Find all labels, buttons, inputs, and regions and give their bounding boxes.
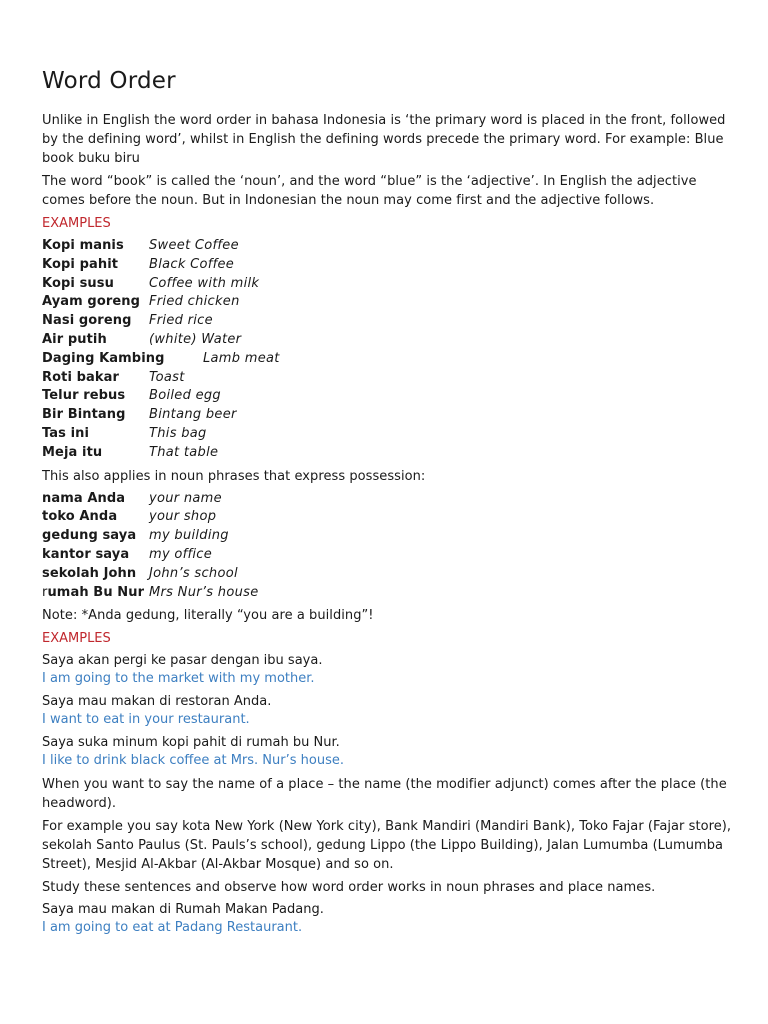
vocab-term: nama Anda — [42, 490, 126, 506]
vocab-row — [42, 508, 732, 527]
document-page — [42, 64, 732, 942]
vocab-row — [42, 584, 732, 603]
vocab-gloss: my office — [149, 546, 213, 562]
vocab-gloss: Fried rice — [149, 313, 213, 329]
vocab-term: sekolah John — [42, 565, 137, 581]
vocab-term: Kopi susu — [42, 275, 114, 291]
vocab-term: Meja itu — [42, 444, 103, 460]
english-translation: I like to drink black coffee at Mrs. Nur’s house. — [42, 753, 344, 769]
vocab-term: Roti bakar — [42, 369, 120, 385]
vocab-term-rest: umah Bu Nur — [47, 584, 145, 600]
vocab-gloss: Mrs Nur’s house — [149, 584, 259, 600]
vocab-row — [42, 369, 732, 388]
vocab-row — [42, 527, 732, 546]
vocab-list-adjectives — [42, 237, 732, 463]
vocab-row — [42, 387, 732, 406]
study-paragraph: Study these sentences and observe how word order works in noun phrases and place names. — [42, 880, 656, 896]
vocab-gloss: Boiled egg — [149, 388, 221, 404]
vocab-gloss: Coffee with milk — [149, 275, 260, 291]
english-translation: I want to eat in your restaurant. — [42, 712, 250, 728]
vocab-gloss: Bintang beer — [149, 407, 237, 423]
vocab-row — [42, 312, 732, 331]
vocab-term — [42, 584, 149, 603]
vocab-row — [42, 546, 732, 565]
vocab-gloss: my building — [149, 528, 229, 544]
example-sentence — [42, 901, 732, 937]
vocab-row — [42, 256, 732, 275]
indonesian-sentence: Saya mau makan di restoran Anda. — [42, 694, 272, 710]
example-sentence — [42, 652, 732, 688]
vocab-row — [42, 237, 732, 256]
indonesian-sentence: Saya suka minum kopi pahit di rumah bu Nur. — [42, 735, 340, 751]
vocab-gloss: That table — [149, 444, 219, 460]
vocab-row — [42, 406, 732, 425]
examples-label: EXAMPLES — [42, 631, 111, 647]
vocab-gloss: This bag — [149, 425, 207, 441]
examples-label: EXAMPLES — [42, 216, 111, 231]
place-name-paragraph-1: When you want to say the name of a place – the name (the modifier adjunct) comes after the place (the headword). — [42, 777, 727, 812]
vocab-gloss: Sweet Coffee — [149, 238, 239, 253]
vocab-term-prefix: r — [42, 584, 48, 600]
possession-intro: This also applies in noun phrases that express possession: — [42, 468, 426, 484]
vocab-row — [42, 293, 732, 312]
vocab-gloss: (white) Water — [149, 331, 242, 347]
place-name-paragraph-2: For example you say kota New York (New York city), Bank Mandiri (Mandiri Bank), Toko Fajar (Fajar store), sekolah Santo Paulus (St. Pauls’s school), gedung Lippo (the Lippo Building), Jalan Lumumba (Lumumba Street), Mesjid Al-Akbar (Al-Akbar Mosque) and so on. — [42, 819, 732, 873]
vocab-term: Air putih — [42, 331, 107, 347]
vocab-gloss: Lamb meat — [203, 350, 280, 366]
indonesian-sentence: Saya mau makan di Rumah Makan Padang. — [42, 902, 324, 918]
example-sentence — [42, 693, 732, 729]
page-title: Word Order — [42, 68, 176, 94]
vocab-term: gedung saya — [42, 528, 137, 544]
vocab-row — [42, 350, 732, 369]
vocab-row — [42, 275, 732, 294]
vocab-term: Bir Bintang — [42, 407, 126, 423]
vocab-row — [42, 425, 732, 444]
vocab-gloss: John’s school — [149, 565, 238, 581]
vocab-term: Daging Kambing — [42, 350, 165, 366]
vocab-term: Ayam goreng — [42, 294, 141, 310]
vocab-term: Kopi manis — [42, 238, 124, 253]
vocab-term: toko Anda — [42, 509, 118, 525]
vocab-gloss: your shop — [149, 509, 217, 525]
intro-paragraph-2: The word “book” is called the ‘noun’, and the word “blue” is the ‘adjective’. In English the adjective comes before the noun. But in Indonesian the noun may come first and the adjective follows. — [42, 174, 697, 208]
vocab-term: Telur rebus — [42, 388, 126, 404]
english-translation: I am going to the market with my mother. — [42, 671, 315, 687]
example-sentence — [42, 734, 732, 770]
vocab-gloss: your name — [149, 490, 222, 506]
vocab-row — [42, 565, 732, 584]
vocab-row — [42, 490, 732, 509]
vocab-gloss: Fried chicken — [149, 294, 240, 310]
vocab-gloss: Toast — [149, 369, 185, 385]
indonesian-sentence: Saya akan pergi ke pasar dengan ibu saya. — [42, 653, 323, 669]
english-translation: I am going to eat at Padang Restaurant. — [42, 920, 303, 936]
vocab-row — [42, 331, 732, 350]
note: Note: *Anda gedung, literally “you are a building”! — [42, 608, 374, 624]
vocab-row — [42, 444, 732, 463]
vocab-term: kantor saya — [42, 546, 130, 562]
vocab-list-possession — [42, 490, 732, 603]
vocab-term: Tas ini — [42, 425, 90, 441]
vocab-term: Nasi goreng — [42, 313, 132, 329]
vocab-term: Kopi pahit — [42, 256, 119, 272]
vocab-gloss: Black Coffee — [149, 256, 235, 272]
intro-paragraph-1: Unlike in English the word order in bahasa Indonesia is ‘the primary word is placed in the front, followed by the defining word’, whilst in English the defining words precede the primary word. For example: Blue book buku biru — [42, 113, 726, 166]
